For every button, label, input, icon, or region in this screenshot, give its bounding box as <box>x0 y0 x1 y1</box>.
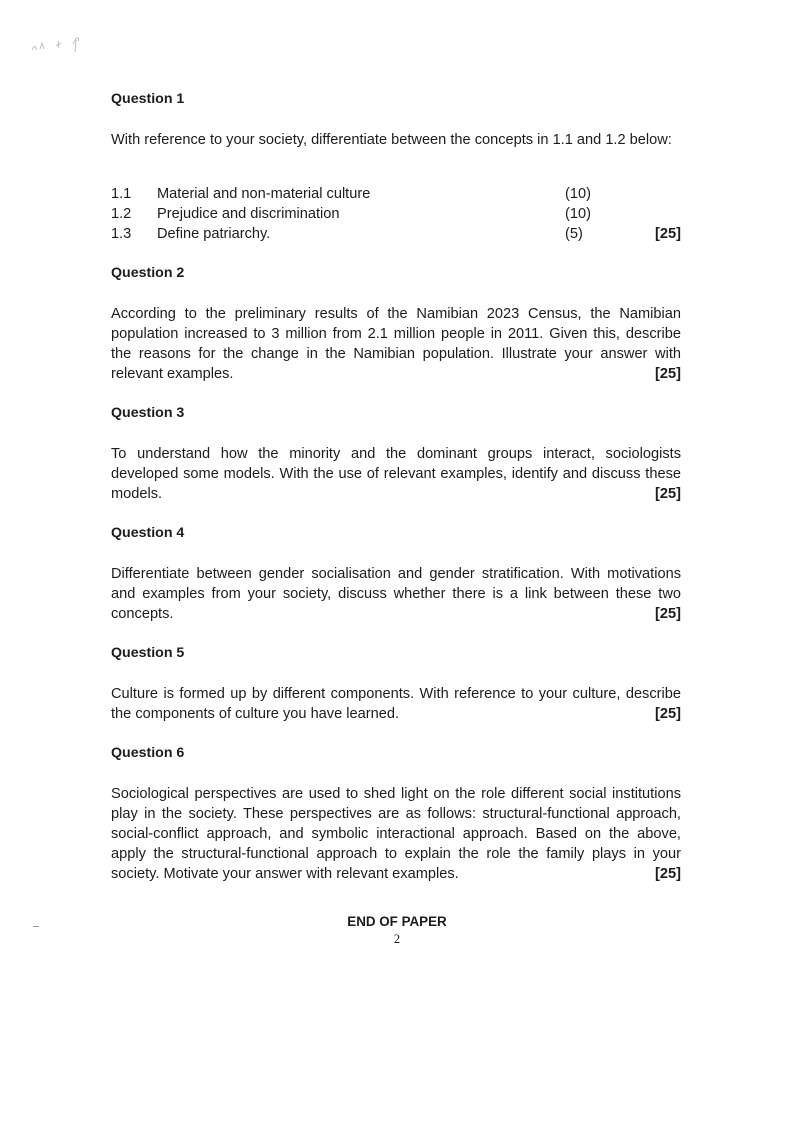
question-4-marks: [25] <box>655 606 681 622</box>
page-number: 2 <box>393 932 401 946</box>
question-5-heading: Question 5 <box>111 645 185 661</box>
question-4-text: Differentiate between gender socialisation and gender stratification. With motivations and examples from your society, discuss whether there is a link between these two concepts. <box>111 566 681 622</box>
question-3-body <box>111 444 681 504</box>
question-2-marks: [25] <box>655 366 681 382</box>
page-footer <box>0 913 794 947</box>
question-3-text: To understand how the minority and the dominant groups interact, sociologists developed some models. With the use of relevant examples, identify and discuss these models. <box>111 446 681 502</box>
subitem-number: 1.3 <box>111 226 132 242</box>
question-5-marks: [25] <box>655 706 681 722</box>
subitem-marks: (5) <box>565 226 583 242</box>
subitem-marks: (10) <box>565 186 591 202</box>
question-1-total-marks: [25] <box>655 226 681 242</box>
question-6-heading: Question 6 <box>111 745 185 761</box>
question-paper-body <box>111 89 681 884</box>
subitem-1-2 <box>111 204 681 224</box>
question-1-intro: With reference to your society, differentiate between the concepts in 1.1 and 1.2 below: <box>111 132 672 148</box>
question-3-heading: Question 3 <box>111 405 185 421</box>
subitem-marks: (10) <box>565 206 591 222</box>
question-1-subitems <box>111 184 681 244</box>
subitem-1-1 <box>111 184 681 204</box>
question-2-heading: Question 2 <box>111 265 185 281</box>
subitem-number: 1.2 <box>111 206 132 222</box>
question-2-text: According to the preliminary results of the Namibian 2023 Census, the Namibian population increased to 3 million from 2.1 million people in 2011. Given this, describe the reasons for the change in the Namibian population. Illustrate your answer with relevant examples. <box>111 306 681 382</box>
subitem-number: 1.1 <box>111 186 132 202</box>
question-5-text: Culture is formed up by different components. With reference to your culture, describe the components of culture you have learned. <box>111 686 681 722</box>
question-6-body <box>111 784 681 884</box>
subitem-text: Material and non-material culture <box>157 186 371 202</box>
handwritten-scribble <box>28 30 88 56</box>
question-2-body <box>111 304 681 384</box>
subitem-1-3 <box>111 224 681 244</box>
question-1-heading: Question 1 <box>111 91 185 107</box>
question-3-marks: [25] <box>655 486 681 502</box>
question-6-marks: [25] <box>655 866 681 882</box>
question-6-text: Sociological perspectives are used to shed light on the role different social institutions play in the society. These perspectives are as follows: structural-functional approach, social-conflict approach, and symbolic interactional approach. Based on the above, apply the structural-functional approach to explain the role the family plays in your society. Motivate your answer with relevant examples. <box>111 786 681 882</box>
question-5-body <box>111 684 681 724</box>
end-of-paper-label: END OF PAPER <box>347 914 447 929</box>
subitem-text: Define patriarchy. <box>157 226 271 242</box>
question-4-heading: Question 4 <box>111 525 185 541</box>
subitem-text: Prejudice and discrimination <box>157 206 340 222</box>
question-4-body <box>111 564 681 624</box>
